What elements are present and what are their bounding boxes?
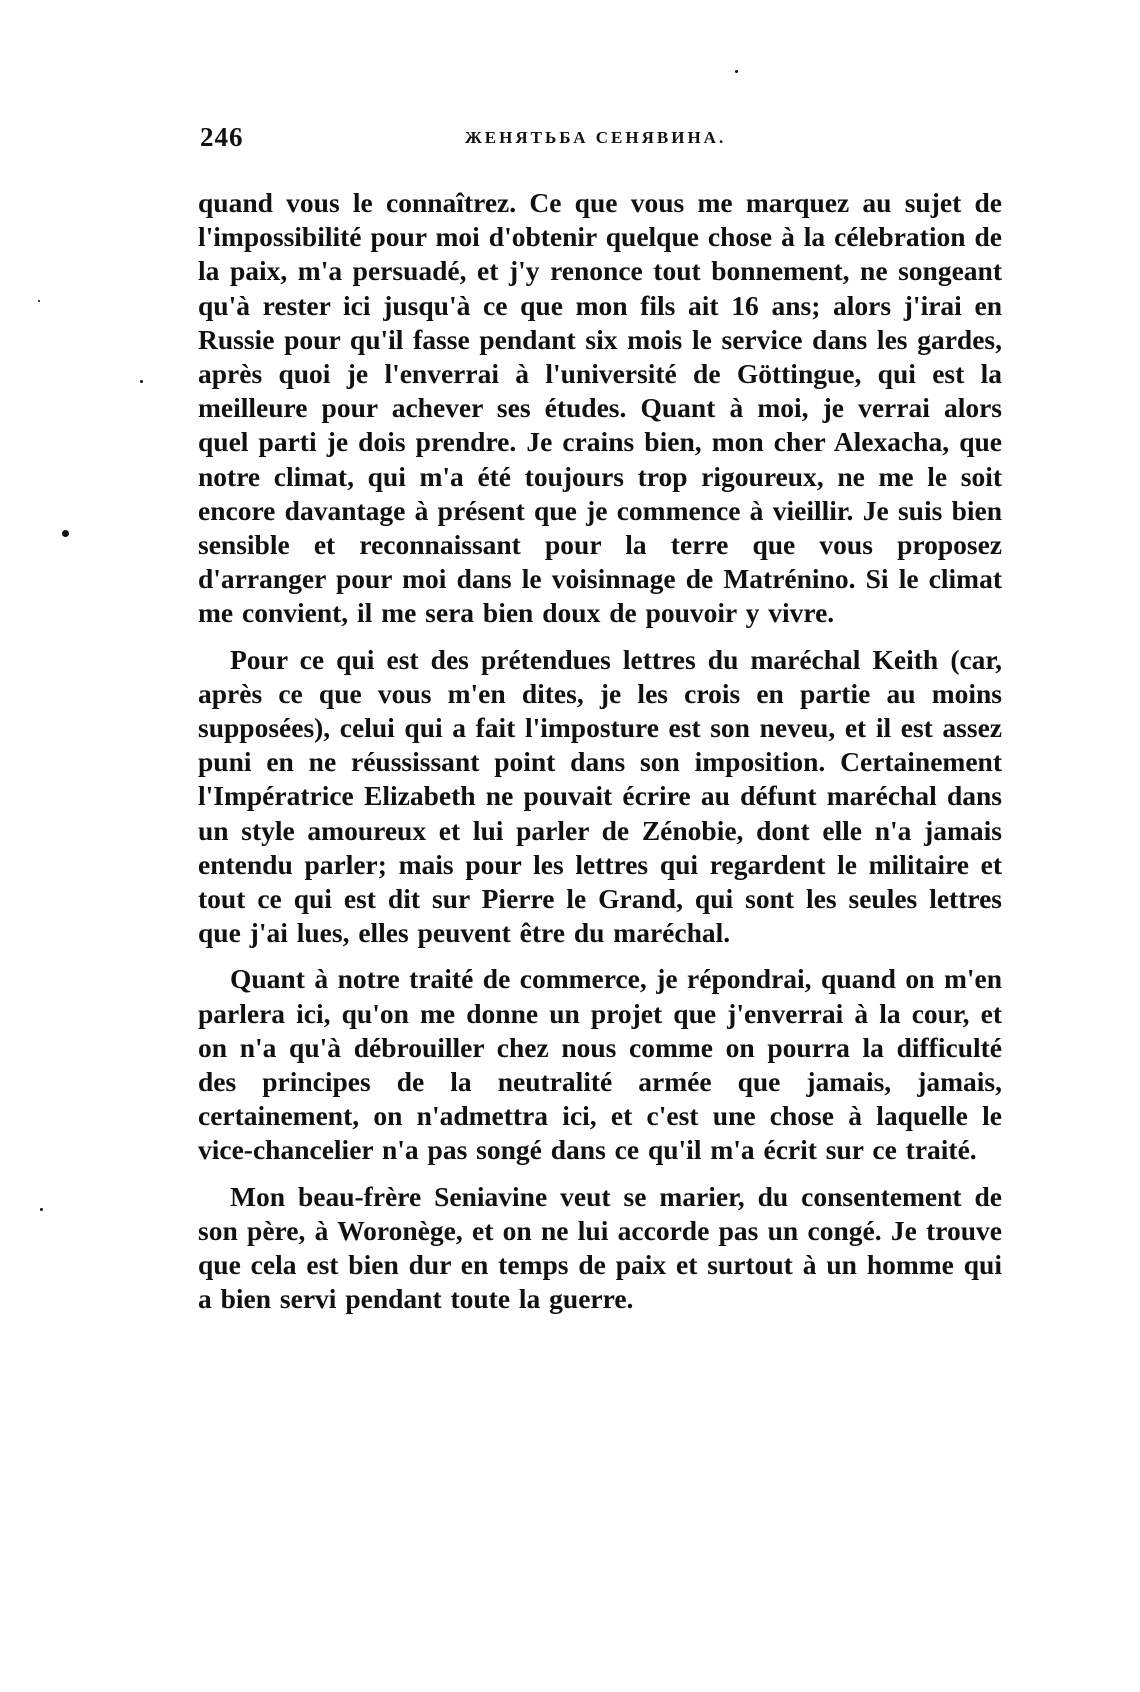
- page-header: [200, 122, 1000, 162]
- scan-speck: [40, 1208, 43, 1211]
- scan-speck: [140, 380, 143, 383]
- scan-speck: [62, 530, 69, 537]
- paragraph-4: Mon beau-frère Seniavine veut se marier, du consentement de son père, à Woronège, et on ne lui accorde pas un congé. Je trouve que cela est bien dur en temps de paix et surtout à un homme qui a bien servi pendant toute la guerre.: [198, 1180, 1002, 1315]
- scan-speck: [38, 300, 40, 302]
- paragraph-1: quand vous le connaîtrez. Ce que vous me marquez au sujet de l'impossibilité pour moi d'obtenir quelque chose à la célebration de la paix, m'a persuadé, et j'y renonce tout bonnement, ne songeant qu'à rester ici jusqu'à ce que mon fils ait 16 ans; alors j'irai en Russie pour qu'il fasse pendant six mois le service dans les gardes, après quoi je l'enverrai à l'université de Göttingue, qui est la meilleure pour achever ses études. Quant à moi, je verrai alors quel parti je dois prendre. Je crains bien, mon cher Alexacha, que notre climat, qui m'a été toujours trop rigoureux, ne me le soit encore davantage à présent que je commence à vieillir. Je suis bien sensible et reconnaissant pour la terre que vous proposez d'arranger pour moi dans le voisinnage de Matrénino. Si le climat me convient, il me sera bien doux de pouvoir y vivre.: [198, 187, 1002, 629]
- paragraph-3: Quant à notre traité de commerce, je répondrai, quand on m'en parlera ici, qu'on me donne un projet que j'enverrai à la cour, et on n'a qu'à débrouiller chez nous comme on pourra la difficulté des principes de la neutralité armée que jamais, jamais, certainement, on n'admettra ici, et c'est une chose à laquelle le vice-chancelier n'a pas songé dans ce qu'il m'a écrit sur ce traité.: [198, 963, 1002, 1166]
- scan-speck: [735, 70, 738, 73]
- page-number: 246: [200, 122, 244, 152]
- running-title: ЖЕНЯТЬБА СЕНЯВИНА.: [465, 128, 727, 147]
- paragraph-2: Pour ce qui est des prétendues lettres du maréchal Keith (car, après ce que vous m'en dites, je les crois en partie au moins supposées), celui qui a fait l'imposture est son neveu, et il est assez puni en ne réussissant point dans son imposition. Certainement l'Impératrice Elizabeth ne pouvait écrire au défunt maréchal dans un style amoureux et lui parler de Zénobie, dont elle n'a jamais entendu parler; mais pour les lettres qui regardent le militaire et tout ce qui est dit sur Pierre le Grand, qui sont les seules lettres que j'ai lues, elles peuvent être du maréchal.: [198, 643, 1002, 949]
- body-text: [198, 186, 1002, 1317]
